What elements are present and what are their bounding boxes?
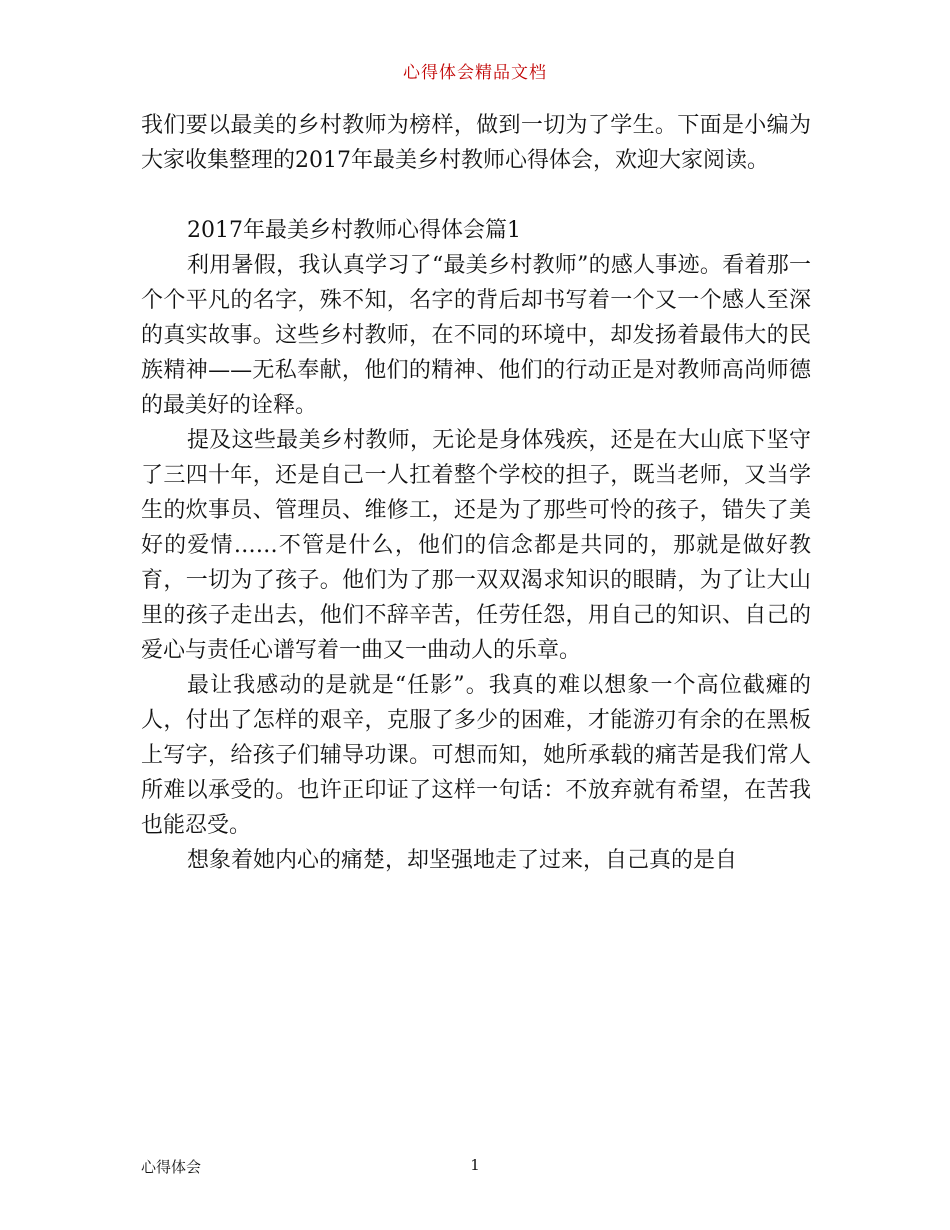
document-body [141, 108, 811, 878]
page-number: 1 [470, 1156, 480, 1174]
body-paragraph: 提及这些最美乡村教师，无论是身体残疾，还是在大山底下坚守了三四十年，还是自己一人扛着整个学校的担子，既当老师，又当学生的炊事员、管理员、维修工，还是为了那些可怜的孩子，错失了美好的爱情……不管是什么，他们的信念都是共同的，那就是做好教育，一切为了孩子。他们为了那一双双渴求知识的眼睛，为了让大山里的孩子走出去，他们不辞辛苦，任劳任怨，用自己的知识、自己的爱心与责任心谱写着一曲又一曲动人的乐章。 [141, 428, 811, 663]
body-paragraph: 最让我感动的是就是“任影”。我真的难以想象一个高位截瘫的人，付出了怎样的艰辛，克服了多少的困难，才能游刃有余的在黑板上写字，给孩子们辅导功课。可想而知，她所承载的痛苦是我们常人所难以承受的。也许正印证了这样一句话：不放弃就有希望，在苦我也能忍受。 [141, 673, 811, 838]
section-heading: 2017年最美乡村教师心得体会篇1 [187, 218, 521, 243]
paragraph-spacer [141, 178, 811, 213]
intro-paragraph: 我们要以最美的乡村教师为榜样，做到一切为了学生。下面是小编为大家收集整理的2017年最美乡村教师心得体会，欢迎大家阅读。 [141, 113, 811, 173]
body-paragraph: 想象着她内心的痛楚，却坚强地走了过来，自己真的是自 [187, 848, 738, 873]
body-paragraph: 利用暑假，我认真学习了“最美乡村教师”的感人事迹。看着那一个个平凡的名字，殊不知，名字的背后却书写着一个又一个感人至深的真实故事。这些乡村教师，在不同的环境中，却发扬着最伟大的民族精神——无私奉献，他们的精神、他们的行动正是对教师高尚师德的最美好的诠释。 [141, 253, 811, 418]
footer-label: 心得体会 [141, 1158, 202, 1176]
page-header-title: 心得体会精品文档 [403, 63, 547, 83]
